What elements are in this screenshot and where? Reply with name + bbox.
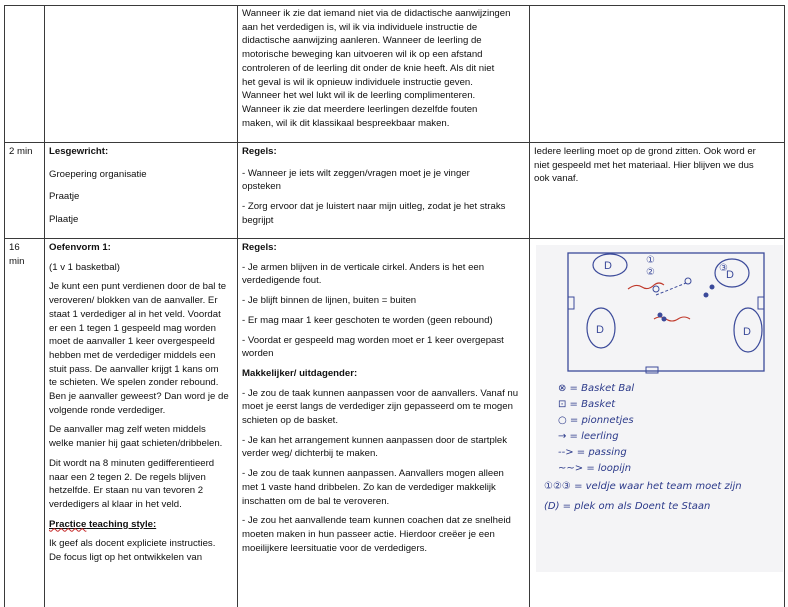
rules-cell: [238, 239, 530, 607]
text-line: Dit wordt na 8 minuten gedifferentieerd: [49, 457, 215, 469]
text-line: hebben met de verdediger middels een: [49, 349, 216, 361]
player-dot: [704, 293, 709, 298]
list-item: Praatje: [49, 191, 80, 203]
text-line: De focus ligt op het ontwikkelen van: [49, 552, 203, 564]
rules-cell: [238, 143, 530, 239]
lesson-plan-table: [4, 5, 785, 607]
ball-icon: [653, 286, 659, 292]
legend-item: ⊡ = Basket: [558, 399, 616, 410]
activity-cell: [45, 6, 238, 143]
time-label: 2 min: [9, 146, 33, 157]
text-line: Ik geef als docent expliciete instructies.: [49, 538, 216, 550]
variation-line: - Je zou de taak kunnen aanpassen. Aanvallers mogen alleen: [242, 468, 504, 480]
rule-line: - Voordat er gespeeld mag worden moet er 1 keer overgepast: [242, 334, 504, 346]
variation-line: schieten op de basket.: [242, 415, 339, 427]
activity-cell: [45, 239, 238, 607]
list-item: Plaatje: [49, 214, 79, 226]
variation-line: - Je kan het arrangement kunnen aanpassen door de startplek: [242, 434, 508, 446]
text-line: er een 1 tegen 1 gespeeld mag worden: [49, 322, 216, 334]
team-marker: ②: [646, 267, 655, 278]
rule-line: - Je blijft binnen de lijnen, buiten = buiten: [242, 295, 417, 307]
note-line: niet gespeeld met het materiaal. Hier blijven we dus: [534, 159, 754, 171]
legend-item: --> = passing: [558, 447, 627, 458]
zone-label: D: [743, 326, 751, 338]
text-line: verdedigers al klaar in het veld.: [49, 498, 182, 510]
rule-line: opsteken: [242, 181, 281, 193]
rule-line: - Wanneer je iets wilt zeggen/vragen moet je je vinger: [242, 167, 470, 179]
court-sketch: [536, 245, 783, 572]
legend-item: ①②③ = veldje waar het team moet zijn: [544, 481, 742, 492]
time-label: 16: [9, 242, 20, 253]
note-line: Iedere leerling moet op de grond zitten. Ook word er: [534, 146, 756, 157]
note-line: ook vanaf.: [534, 173, 579, 185]
teaching-style-word: Practice: [49, 518, 87, 530]
time-cell: [5, 239, 45, 607]
table-row: [5, 239, 785, 607]
notes-cell: [530, 143, 785, 239]
rule-line: worden: [242, 348, 274, 360]
basket-left-icon: [568, 297, 574, 309]
text-line: maken, wil ik dit klassikaal bespreekbaar maken.: [242, 117, 450, 129]
text-line: moet de aanvaller 1 keer overgespeeld: [49, 336, 215, 348]
notes-cell: [530, 6, 785, 143]
ball-icon: [685, 278, 691, 284]
exercise-subtitle: (1 v 1 basketbal): [49, 261, 120, 273]
zone-label: D: [726, 269, 734, 281]
variation-line: moet je eerst langs de verdediger zijn gepasseerd om te mogen: [242, 401, 513, 413]
rule-line: - Je armen blijven in de verticale cirkel. Anders is het een: [242, 261, 485, 273]
text-line: Ben je aanvaller geweest? Dan word je de: [49, 391, 229, 403]
basket-bottom-icon: [646, 367, 658, 373]
text-line: controleren of de leerling dit onder de knie heeft. Als dit niet: [242, 62, 495, 74]
player-dot: [662, 317, 667, 322]
variation-line: - Je zou het aanvallende team kunnen coachen dat ze snelheid: [242, 515, 511, 527]
text-line: stuit pass. De aanvaller krijgt 1 kans om: [49, 363, 219, 375]
time-label: min: [9, 255, 25, 267]
time-cell: [5, 6, 45, 143]
table-row: [5, 6, 785, 143]
text-line: hetzelfde. Er staan nu van tevoren 2: [49, 485, 204, 497]
legend-item: → = leerling: [558, 431, 619, 442]
variation-line: inschatten om de bal te veroveren.: [242, 495, 390, 507]
legend-item: ⊗ = Basket Bal: [558, 383, 635, 394]
basket-right-icon: [758, 297, 764, 309]
text-line: welke manier hij gaat schieten/dribbelen.: [49, 438, 223, 450]
teaching-style-rest: teaching style:: [86, 518, 157, 530]
legend-item: (D) = plek om als Doent te Staan: [544, 501, 711, 512]
zone-label: D: [604, 260, 612, 272]
legend-item: ~~> = loopijn: [558, 463, 632, 474]
rules-heading: Regels:: [242, 242, 277, 253]
variation-line: - Je zou de taak kunnen aanpassen voor de aanvallers. Vanaf nu: [242, 387, 519, 399]
variation-line: verder weg/ dichterbij te maken.: [242, 448, 378, 460]
rule-line: begrijpt: [242, 214, 274, 226]
legend-item: ○ = pionnetjes: [558, 415, 634, 426]
section-heading: Lesgewricht:: [49, 146, 109, 157]
pass-arrow: [656, 283, 686, 295]
text-line: het geval is wil ik opnieuw individuele instructie geven.: [242, 76, 473, 88]
text-line: Je kunt een punt verdienen door de bal te: [49, 281, 227, 293]
court-outline: [568, 253, 764, 371]
court-sketch-drawing: [536, 245, 783, 572]
text-line: veroveren/ blokken van de aanvaller. Er: [49, 295, 218, 307]
dribble-path: [654, 317, 690, 321]
text-line: volgende ronde verdediger.: [49, 404, 166, 416]
team-marker: ①: [646, 255, 655, 266]
text-line: De aanvaller mag zelf weten middels: [49, 424, 206, 436]
easier-heading: Makkelijker/ uitdagender:: [242, 367, 358, 379]
section-heading: Oefenvorm 1:: [49, 242, 111, 253]
rules-heading: Regels:: [242, 146, 277, 157]
text-line: naar een 2 tegen 2. De regels blijven: [49, 471, 206, 483]
rule-line: - Zorg ervoor dat je luistert naar mijn uitleg, zodat je het straks: [242, 201, 506, 213]
instruction-cell: [238, 6, 530, 143]
rule-line: - Er mag maar 1 keer geschoten te worden (geen rebound): [242, 314, 493, 326]
player-dot: [710, 285, 715, 290]
rule-line: verdedigende fout.: [242, 275, 322, 287]
text-line: te schieten. We spelen zonder rebound.: [49, 377, 219, 389]
table-row: [5, 143, 785, 239]
text-line: Wanneer ik zie dat meerdere leerlingen dezelfde fouten: [242, 103, 478, 115]
zone-label: D: [596, 324, 604, 336]
text-line: aan het verdedigen is, wil ik via individuele instructie de: [242, 21, 478, 33]
list-item: Groepering organisatie: [49, 168, 147, 180]
team-marker: ③: [719, 263, 728, 274]
notes-cell: [530, 239, 785, 607]
text-line: Wanneer ik zie dat iemand niet via de didactische aanwijzingen: [242, 8, 511, 19]
text-line: motorische beweging kan uitvoeren wil ik op een afstand: [242, 49, 483, 61]
sketch-legend: [544, 383, 742, 512]
variation-line: moeten maken in hun passeer actie. Hierdoor creëer je een: [242, 528, 495, 540]
time-cell: [5, 143, 45, 239]
text-line: Wanneer het wel lukt wil ik de leerling complimenteren.: [242, 90, 476, 102]
variation-line: met 1 vaste hand dribbelen. Zo kan de verdediger makkelijk: [242, 481, 496, 493]
variation-line: moeilijkere leersituatie voor de verdedigers.: [242, 542, 428, 554]
text-line: staat 1 verdediger al in het veld. Voordat: [49, 308, 221, 320]
teaching-style-heading: [49, 518, 233, 532]
activity-cell: [45, 143, 238, 239]
player-dot: [658, 313, 663, 318]
text-line: didactische aanwijzing aanleren. Wanneer de leerling de: [242, 35, 482, 47]
